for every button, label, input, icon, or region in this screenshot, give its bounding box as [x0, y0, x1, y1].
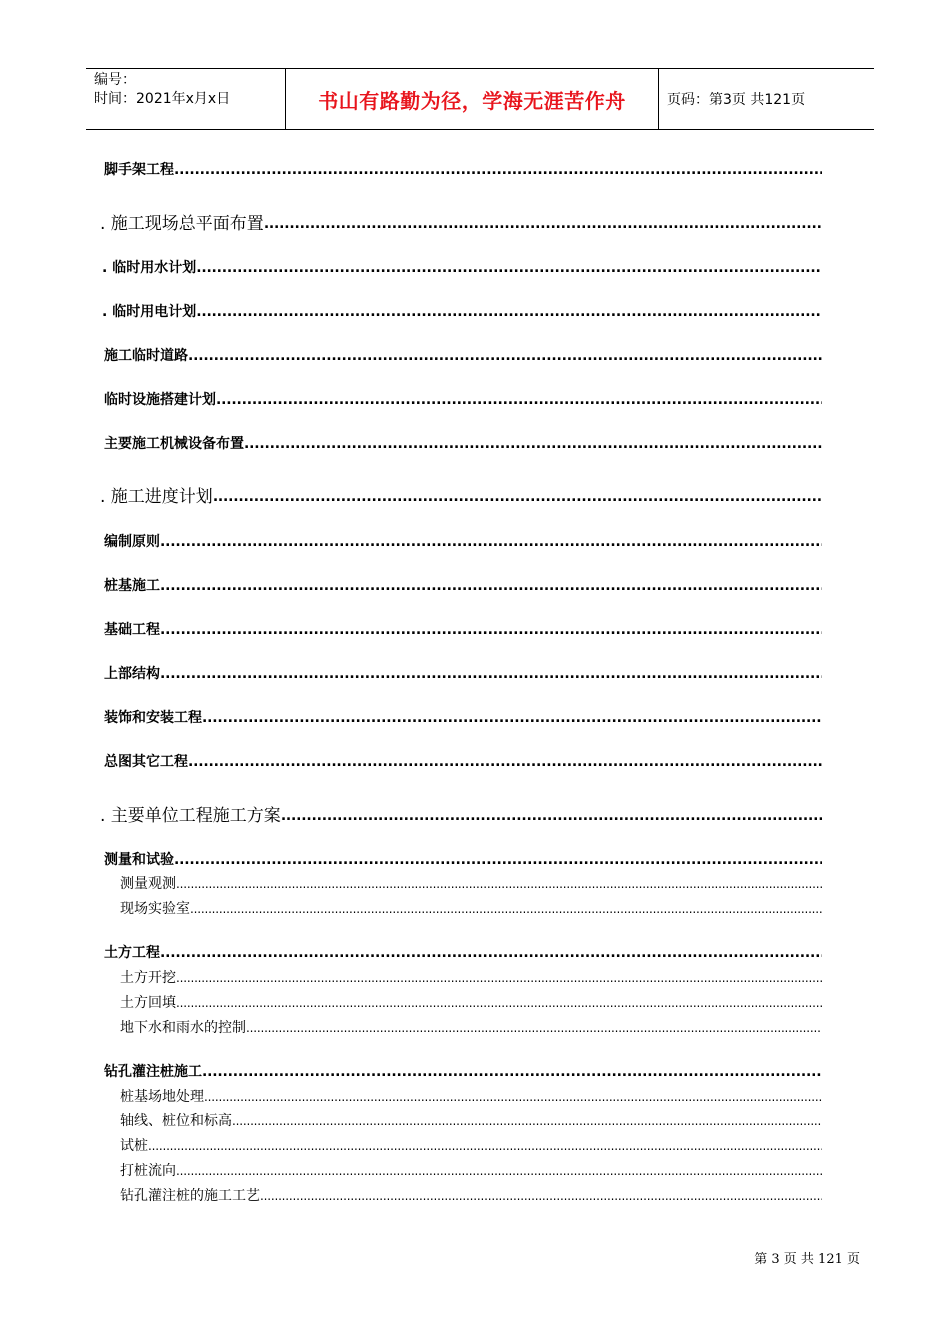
toc-leader-dots [176, 874, 822, 894]
toc-entry-title: 土方开挖 [120, 970, 176, 986]
toc-leader-dots [260, 1186, 822, 1206]
toc-entry-title: 基础工程 [104, 622, 160, 638]
toc-entry-title: . 施工进度计划 [100, 487, 213, 507]
toc-entry-title: 打桩流向 [120, 1163, 176, 1179]
toc-entry-title: 测量观测 [120, 876, 176, 892]
toc-entry[interactable] [102, 258, 822, 278]
toc-entry-title: . 主要单位工程施工方案 [100, 806, 281, 826]
toc-entry[interactable] [120, 993, 822, 1013]
page-footer: 第 3 页 共 121 页 [754, 1252, 860, 1267]
toc-leader-dots [174, 160, 822, 180]
toc-leader-dots [160, 664, 822, 684]
toc-entry[interactable] [120, 1161, 822, 1181]
toc-entry-title: 钻孔灌注桩施工 [104, 1064, 202, 1080]
toc-entry-title: 土方回填 [120, 995, 176, 1011]
toc-entry[interactable] [120, 968, 822, 988]
toc-entry[interactable] [104, 708, 822, 728]
toc-leader-dots [176, 1161, 822, 1181]
toc-leader-dots [196, 258, 822, 278]
toc-entry-title: 桩基场地处理 [120, 1089, 204, 1105]
toc-entry[interactable] [120, 874, 822, 894]
toc-leader-dots [160, 943, 822, 963]
toc-leader-dots [202, 708, 822, 728]
toc-leader-dots [148, 1136, 822, 1156]
toc-leader-dots [216, 390, 822, 410]
toc-leader-dots [174, 850, 822, 870]
toc-entry-title: 试桩 [120, 1138, 148, 1154]
toc-entry[interactable] [100, 485, 822, 509]
toc-entry[interactable] [104, 850, 822, 870]
toc-entry[interactable] [120, 899, 822, 919]
toc-entry[interactable] [104, 390, 822, 410]
toc-entry-title: 施工临时道路 [104, 348, 188, 364]
toc-leader-dots [176, 968, 822, 988]
toc-entry[interactable] [100, 804, 822, 828]
toc-entry-title: 装饰和安装工程 [104, 710, 202, 726]
toc-entry[interactable] [120, 1087, 822, 1107]
toc-entry-title: 脚手架工程 [104, 162, 174, 178]
toc-entry-title: 现场实验室 [120, 901, 190, 917]
toc-entry[interactable] [104, 620, 822, 640]
toc-leader-dots [190, 899, 822, 919]
toc-entry[interactable] [102, 302, 822, 322]
toc-entry-title: . 施工现场总平面布置 [100, 214, 264, 234]
toc-entry[interactable] [104, 532, 822, 552]
toc-leader-dots [281, 804, 822, 828]
toc-entry[interactable] [104, 160, 822, 180]
toc-entry-title: 上部结构 [104, 666, 160, 682]
toc-entry-title: 临时设施搭建计划 [104, 392, 216, 408]
header-page-label: 页码：第3页 共121页 [667, 92, 806, 108]
toc-entry-title: 测量和试验 [104, 852, 174, 868]
toc-leader-dots [246, 1018, 822, 1038]
toc-entry-title: 轴线、桩位和标高 [120, 1113, 232, 1129]
toc-entry[interactable] [104, 664, 822, 684]
toc-leader-dots [160, 620, 822, 640]
toc-leader-dots [188, 346, 822, 366]
toc-leader-dots [264, 212, 822, 236]
toc-leader-dots [188, 752, 822, 772]
toc-leader-dots [213, 485, 822, 509]
toc-entry[interactable] [104, 943, 822, 963]
toc-entry-title: . 临时用水计划 [102, 260, 197, 276]
toc-entry[interactable] [120, 1018, 822, 1038]
toc-leader-dots [202, 1062, 822, 1082]
toc-entry[interactable] [120, 1136, 822, 1156]
toc-leader-dots [204, 1087, 822, 1107]
toc-entry-title: 土方工程 [104, 945, 160, 961]
toc-entry-title: 桩基施工 [104, 578, 160, 594]
toc-leader-dots [160, 576, 822, 596]
toc-leader-dots [232, 1111, 822, 1131]
toc-entry[interactable] [104, 1062, 822, 1082]
toc-entry-title: 编制原则 [104, 534, 160, 550]
toc-leader-dots [244, 434, 822, 454]
number-label: 编号： [94, 72, 136, 88]
toc-entry[interactable] [104, 752, 822, 772]
time-label: 时间：2021年x月x日 [94, 91, 231, 107]
toc-entry[interactable] [104, 346, 822, 366]
toc-entry-title: 钻孔灌注桩的施工工艺 [120, 1188, 260, 1204]
header-motto: 书山有路勤为径，学海无涯苦作舟 [286, 69, 659, 129]
toc-leader-dots [176, 993, 822, 1013]
toc-entry[interactable] [100, 212, 822, 236]
toc-leader-dots [160, 532, 822, 552]
toc-entry-title: . 临时用电计划 [102, 304, 197, 320]
toc-entry[interactable] [120, 1111, 822, 1131]
toc-entry-title: 总图其它工程 [104, 754, 188, 770]
toc-entry[interactable] [104, 434, 822, 454]
toc-leader-dots [196, 302, 822, 322]
toc-entry[interactable] [104, 576, 822, 596]
toc-entry-title: 地下水和雨水的控制 [120, 1020, 246, 1036]
toc-entry-title: 主要施工机械设备布置 [104, 436, 244, 452]
toc-entry[interactable] [120, 1186, 822, 1206]
